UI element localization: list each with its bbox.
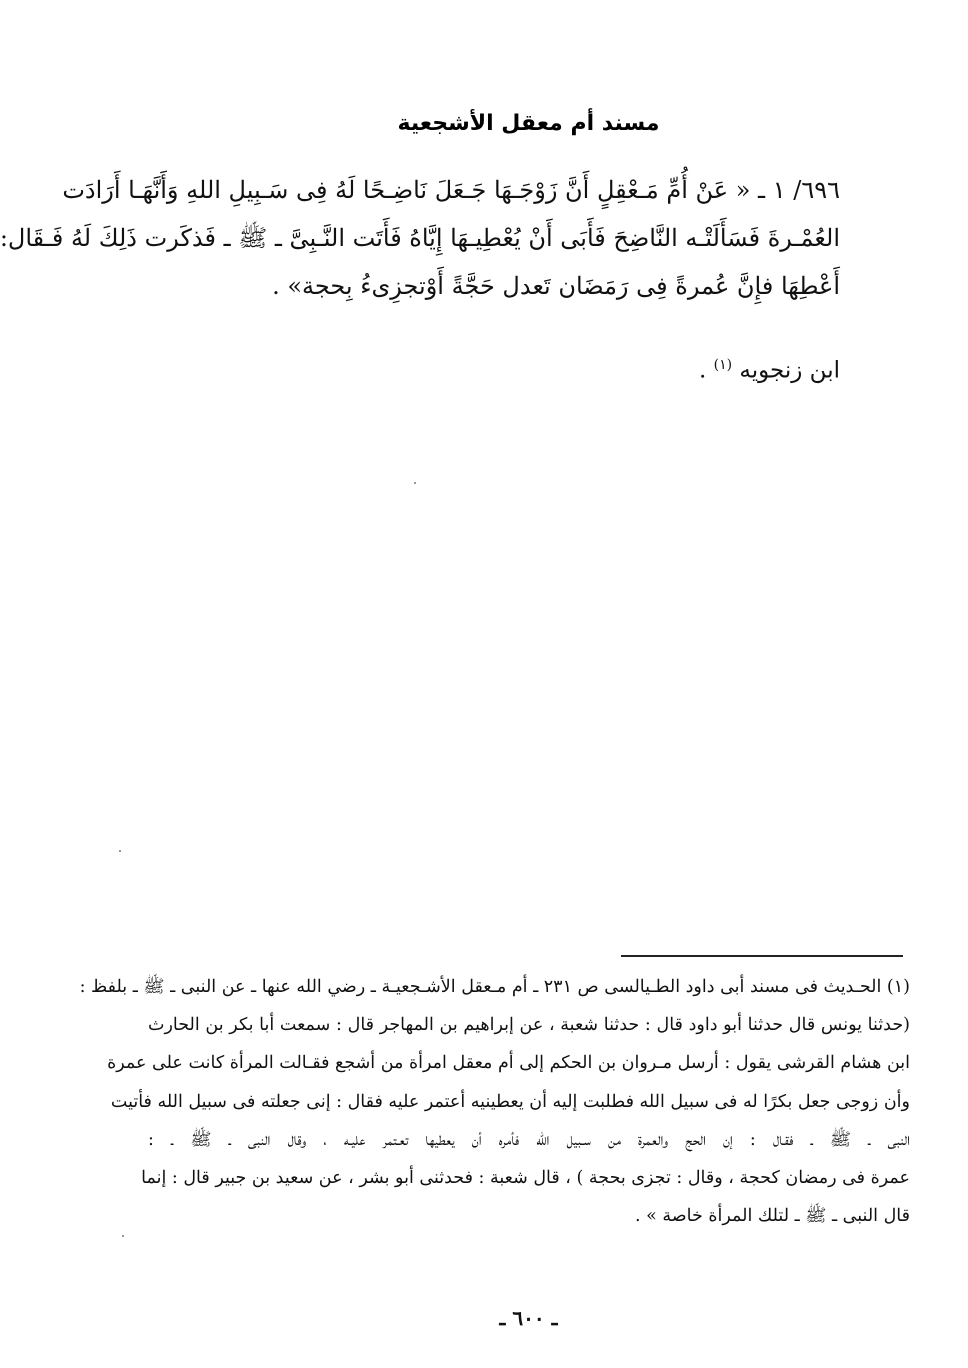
- footnote-line: (١) الحـديث فى مسند أبى داود الطـيالسى ص ٢٣١ ـ أم مـعقل الأشـجعيـة ـ رضي الله عنها ـ عن النبى ـ ﷺ ـ بلفظ :: [79, 977, 910, 997]
- footnote-line: ابن هشام القرشى يقول : أرسل مـروان بن الحكم إلى أم معقل امرأة من أشجع فقـالت المرأة كانت على عمرة: [107, 1053, 910, 1074]
- scan-speck: [119, 850, 121, 852]
- hadith-text: [0, 166, 840, 310]
- footnote-divider: [621, 955, 903, 957]
- scan-speck: [414, 482, 416, 484]
- footnote-line: وأن زوجى جعل بكرًا له فى سبيل الله فطلبت إليه أن يعطينيه أعتمر عليه فقال : إنى جعلته فى سبيل الله فأتيت: [110, 1091, 910, 1112]
- source-end: .: [699, 357, 714, 384]
- source-attribution: [699, 345, 840, 391]
- hadith-line: أَعْطِهَا فإِنَّ عُمرةً فِى رَمَضَان تَعدل حَجَّةً أَوْتجزِىءُ بِحجة» .: [272, 272, 840, 300]
- hadith-line: ٦٩٦/ ١ ـ « عَنْ أُمِّ مَـعْقِلٍ أَنَّ زَوْجَـهَا جَـعَلَ نَاضِـحًا لَهُ فِى سَـبِيلِ اللهِ وَأَنَّهَـا أَرَادَت: [62, 176, 840, 204]
- footnote-line: قال النبى ـ ﷺ ـ لتلك المرأة خاصة » .: [634, 1206, 910, 1227]
- scan-speck: [122, 1235, 124, 1237]
- section-title: مسند أم معقل الأشجعية: [397, 111, 660, 136]
- footnote-line: (حدثنا يونس قال حدثنا أبو داود قال : حدثنا شعبة ، عن إبراهيم بن المهاجر قال : سمعت أبا بكر بن الحارث: [148, 1015, 910, 1036]
- page-number: ـ ٦٠٠ ـ: [499, 1306, 558, 1330]
- source-name: ابن زنجويه: [739, 357, 840, 384]
- footnote-reference: (١): [713, 357, 733, 373]
- hadith-line: العُمْـرةَ فَسَأَلَتْـه النَّاضِحَ فَأَبَى أَنْ يُعْطِيـهَا إِيَّاهُ فَأَتَت النَّـبِىَّ ـ ﷺ ـ فَذكَرت ذَلِكَ لَهُ فَـقَال:: [0, 224, 840, 252]
- footnote-line: النبى ـ ﷺ ـ فقـال : إن الحج والعمرة من سـبيل الله فأمره أن يعطيها تعـتمر عليـه ، وقال النبى ـ ﷺ ـ :: [148, 1129, 910, 1150]
- footnotes: [79, 968, 910, 1235]
- footnote-line: عمرة فى رمضان كحجة ، وقال : تجزى بحجة ) ، قال شعبة : فحدثنى أبو بشر ، عن سعيد بن جبير قال : إنما: [141, 1168, 910, 1189]
